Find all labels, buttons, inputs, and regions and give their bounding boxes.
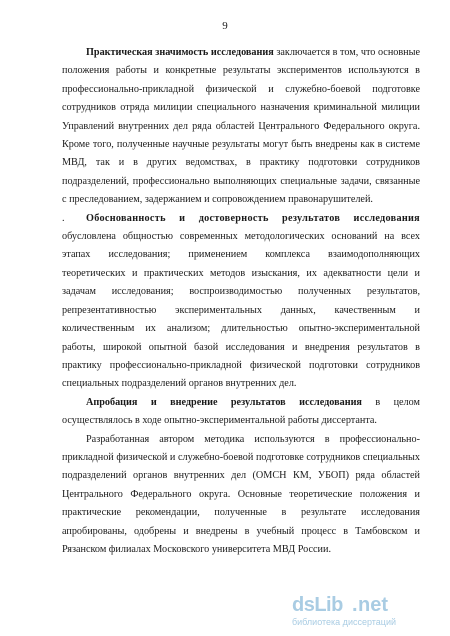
paragraph-text: Разработанная автором методика используются в профессионально-прикладной физической и служебно-боевой подготовке сотрудников специальных подразделений органов внутренних дел (ОМСН КМ, УБОП) ряда областей Центрального Федерального округа. Основные теоретические положения и практические рекомендации, полученные в результате исследования апробированы, одобрены и внедрены в учебный процесс в Тамбовском и Рязанском филиалах Московского университета МВД России. (62, 433, 420, 555)
dslib-watermark (292, 590, 442, 630)
paragraph-lead: Практическая значимость исследования (86, 47, 274, 58)
watermark-subtitle: библиотека диссертаций (292, 617, 397, 627)
watermark-logo: dsLib (292, 594, 343, 616)
paragraph-text: в целом осуществлялось в ходе опытно-экспериментальной работы диссертанта. (62, 396, 420, 427)
watermark-dot: . (352, 594, 358, 616)
watermark-tld: net (358, 594, 388, 616)
paragraph-lead: Апробация и внедрение результатов исследования (86, 396, 362, 408)
paragraph-methodology (62, 431, 420, 560)
paragraph-text: заключается в том, что основные положения работы и конкретные результаты экспериментов используются в профессионально-прикладной физической и служебно-боевой подготовке сотрудников отряда милиции специального назначения криминальной милиции Управлений внутренних дел ряда областей Центрального Федерального округа. Кроме того, полученные научные результаты могут быть внедрены как в системе МВД, так и в других ведомствах, в практику подготовки сотрудников подразделений, профессионально выполняющих специальные задачи, связанные с преследованием, задержанием и сопровождением правонарушителей. (62, 47, 420, 206)
paragraph-text: обусловлена общностью современных методологических оснований на всех этапах исследования; применением комплекса взаимодополняющих теоретических и практических методов изыскания, их адекватности цели и задачам исследования; воспроизводимостью полученных результатов, репрезентативностью экспериментальных данных, качественным и количественным их анализом; длительностью опытно-экспериментальной работы, широкой опытной базой исследования и внедрения результатов в практику профессионально-прикладной физической подготовки сотрудников специальных подразделений органов внутренних дел. (62, 231, 420, 390)
paragraph-lead: Обоснованность и достоверность результатов исследования (86, 212, 420, 224)
paragraph-prefix: . (62, 212, 65, 224)
paragraph-validity (62, 210, 420, 394)
paragraph-approbation (62, 394, 420, 431)
document-body (62, 44, 420, 559)
paragraph-practical-significance (62, 44, 420, 210)
page-number: 9 (222, 20, 228, 32)
